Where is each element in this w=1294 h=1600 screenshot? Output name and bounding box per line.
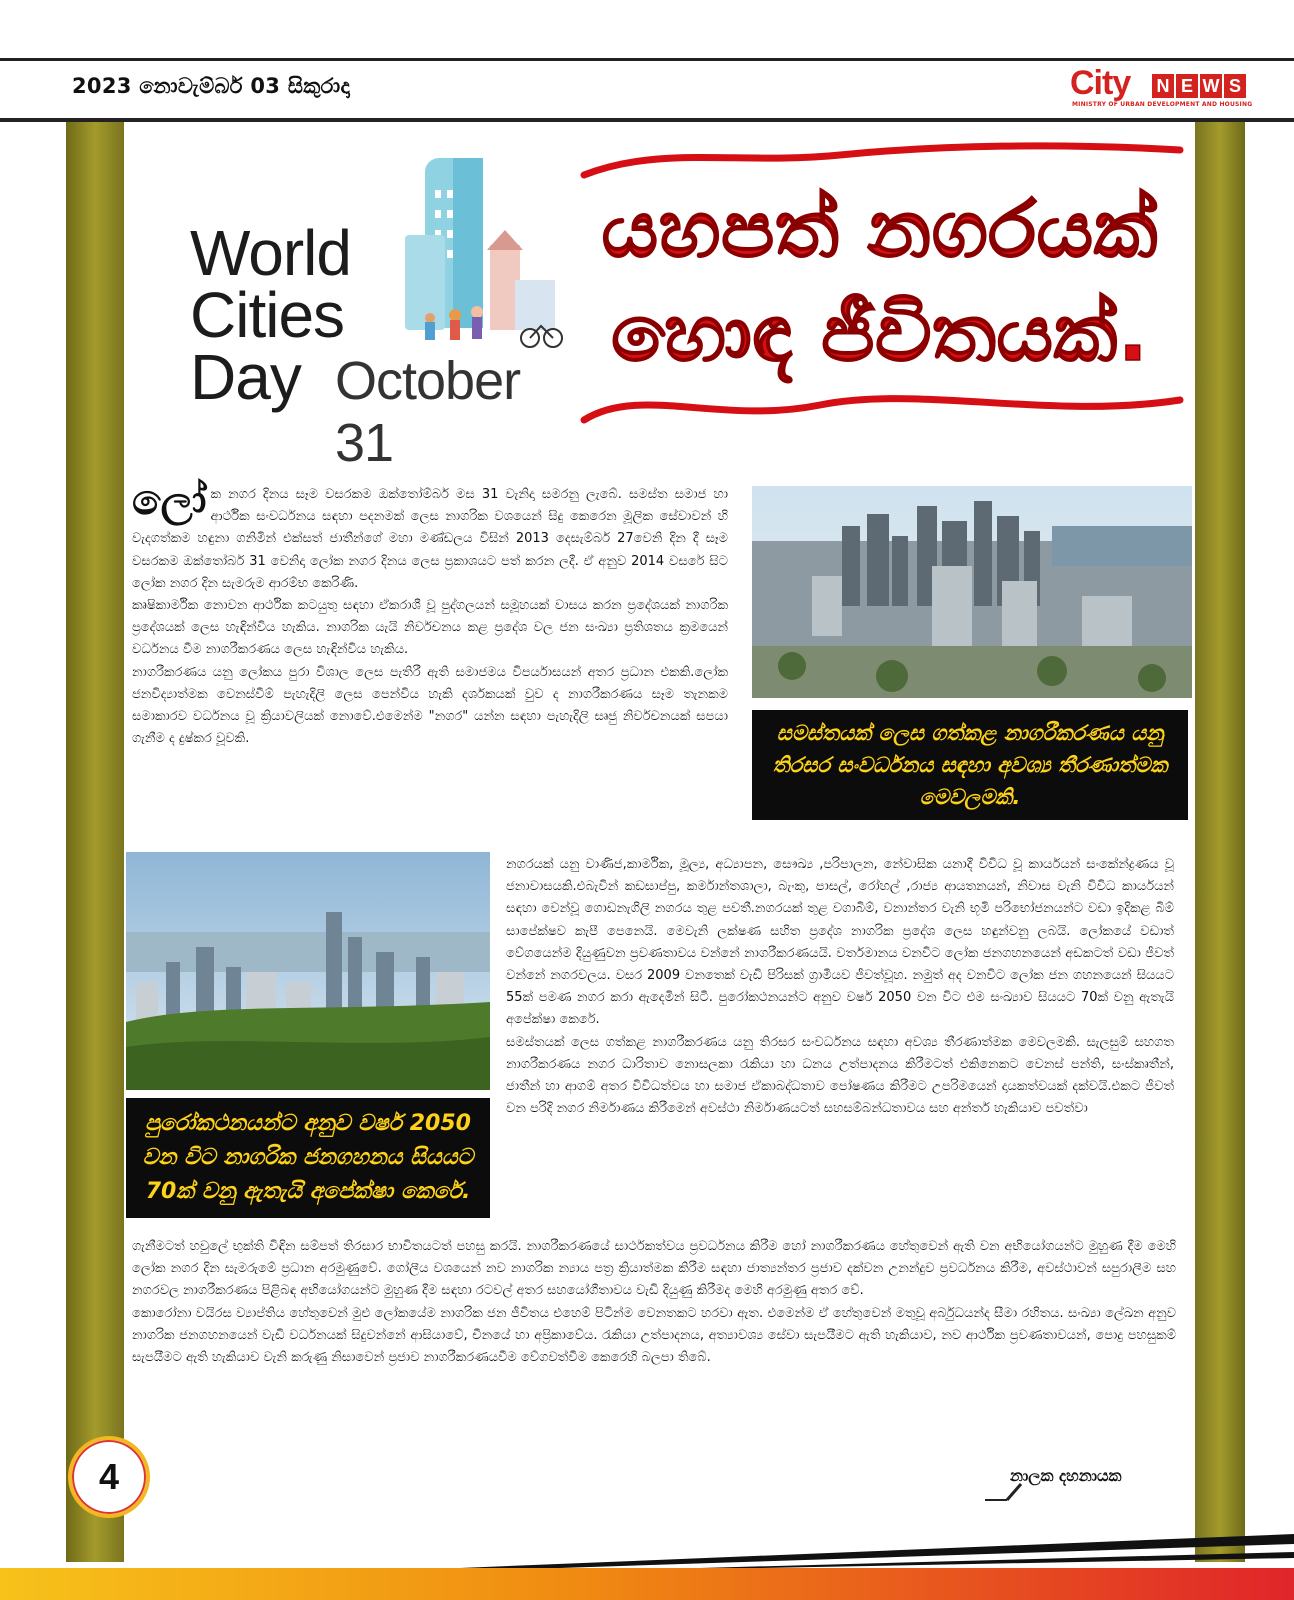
logo-city-text: City — [1070, 64, 1131, 102]
logo-subtitle: MINISTRY OF URBAN DEVELOPMENT AND HOUSING — [1072, 101, 1253, 108]
article-paragraph-4: නගරයක් යනු වාණිජ,කාර්මික, මූල්‍ය, අධ්‍යාපන, සෞඛ්‍ය ,පරිපාලන, නේවාසික යනාදී විවිධ වූ කාර්යයන් සංකේන්ද්‍රණය වූ ජනාවාසයකි.එබැවින් කඩසාප්පු, කර්මාන්තශාලා, බැංකු, පාසල්, රෝහල් ,රාජ්‍ය ආයතනයන්, නිවාස වැනි විවිධ කාර්යයන් සඳහා වෙන්වූ ගොඩනැගිලි නගරය තුළ පවතී.නගරයක් තුළ වගාබිම්, වනාන්තර වැනි භූමි පරිභෝජනයන්ට වඩා ඉදිකළ බිම් සාපේක්ෂව කැපී පෙනෙයි. මෙවැනි ලක්ෂණ සහිත ප්‍රදේශ නාගරික ප්‍රදේශ ලෙස හඳුන්වනු ලබයි. ලෝකයේ වඩාත් වේගයෙන්ම දියුණුවන ප්‍රවණතාවය වන්නේ නාගරීකරණයයි. වර්තමානය වනවිට ලෝක ජනගහනයෙන් අඩකටත් වඩා ජීවත් වන්නේ නගරවලය. වසර 2009 වනතෙක් වැඩි පිරිසක් ග්‍රාමීයව ජීවත්වූහ. නමුත් අද වනවිට ලෝක ජන ගහනයෙන් සියයට 55ක් පමණ නගර කරා ඇදෙමින් සිටී. පුරෝකථනයන්ට අනුව වර්ෂ 2050 වන විට එම සංඛ්‍යාව සියයට 70ක් වනු ඇතැයි අපේක්ෂා කෙරේ. — [506, 857, 1174, 1028]
city-skyline-photo — [752, 486, 1192, 698]
caption-left: පුරෝකථනයන්ට අනුව වර්ෂ 2050 වන විට නාගරික ජනගහනය සියයට 70ක් වනු ඇතැයි අපේක්ෂා කෙරේ. — [126, 1098, 490, 1218]
headline-line-2: හොඳ ජීවිතයක්. — [611, 289, 1149, 379]
article-paragraph-6: ගැනීමටත් හවුලේ භුක්ති විඳින සම්පත් තිරසාර භාවිතයටත් පහසු කරයි. නාගරීකරණයේ සාර්ථකත්වය ප්‍රවර්ධනය කිරීම හෝ නාගරීකරණය හේතුවෙන් ඇති වන අභියෝගයන්ට මුහුණ දීම මෙහි ලෝක නගර දින සැමරුමේ ප්‍රධාන අරමුණුවේ. ගෝලීය වශයෙන් නව නාගරික න්‍යාය පත්‍ර ක්‍රියාත්මක කිරීම සඳහා ජාත්‍යන්තර ප්‍රජාව දක්වන උනන්දුව ප්‍රවර්ධනය කිරීම, අවස්ථාවන් සපුරාලීම සහ නගරවල නාගරීකරණය පිළිබඳ අභියෝගයන්ට මුහුණ දීම සඳහා රටවල් අතර සහයෝගීතාවය වැඩි දියුණු කිරීමද මෙහි අරමුණු අතර වේ. — [132, 1239, 1176, 1299]
article-paragraph-1: ලෝක නගර දිනය සෑම වසරකම ඔක්තෝම්බර් මස 31 වැනිදා සමරනු ලැබේ. සමස්ත සමාජ හා ආර්ථික සංවර්ධනය සඳහා පදනමක් ලෙස නාගරික වශයෙන් සිදු කෙරෙන මූලික සේවාවන් හි වැදගත්කම හඳුනා ගනිමින් එක්සත් ජාතීන්ගේ මහා මණ්ඩලය විසින් 2013 දෙසැම්බර් 27වෙනි දින දී සෑම වසරකම ඔක්තෝබර් 31 වෙනිදා ලෝක නගර දිනය ලෙස ප්‍රකාශයට පත් කරන ලදී. ඒ අනුව 2014 වසරේ සිට ලෝක නගර දින සැමරුම ආරම්භ කෙරිණි. — [132, 475, 728, 591]
world-cities-day-wordmark — [190, 217, 580, 473]
logo-news-letter: N — [1152, 74, 1174, 98]
page-number: 4 — [68, 1436, 150, 1518]
city-news-logo — [1070, 64, 1253, 114]
right-olive-border — [1195, 122, 1245, 1562]
issue-date: 2023 නොවැම්බර් 03 සිකුරාදා — [72, 74, 351, 98]
drop-cap: ලෝ — [132, 475, 207, 524]
article-column-bottom — [132, 1236, 1176, 1369]
wordmark-world: World — [190, 217, 351, 289]
logo-news-letter: S — [1224, 74, 1246, 98]
wordmark-cities: Cities — [190, 279, 345, 351]
wordmark-day: Day — [190, 341, 301, 413]
logo-news-letter: E — [1176, 74, 1198, 98]
harbour-city-photo — [126, 852, 490, 1090]
footer-band — [0, 1530, 1294, 1600]
headline — [585, 178, 1175, 386]
caption-right: සමස්තයක් ලෙස ගත්කළ නාගරීකරණය යනු තිරසර සංවර්ධනය සඳහා අවශ්‍ය තීරණාත්මක මෙවලමකි. — [752, 710, 1188, 820]
logo-news-letter: W — [1200, 74, 1222, 98]
headline-line-1: යහපත් නගරයක් — [601, 185, 1159, 275]
article-paragraph-5: සමස්තයක් ලෙස ගත්කළ නාගරීකරණය යනු තිරසර සංවර්ධනය සඳහා අවශ්‍ය තීරණාත්මක මෙවලමකි. සැලසුම් සහගත නාගරීකරණය නගර ධාරිතාව නොසලකා රැකියා හා ධනය උත්පාදනය කිරීමටත් එකිනෙකට වෙනස් පන්ති, සංස්කෘතීන්, ජාතීන් හා ආගම් අතර විවිධත්වය හා සමාජ ඒකාබද්ධතාව පෝෂණය කිරීමට උපරිමයෙන් දායකත්වයක් දක්වයි.එකට ජීවත් වන පරිදි නගර නිර්මාණය කිරීමෙන් අවස්ථා නිර්මාණයටත් සහසම්බන්ධතාවය සහ අන්තර් හැකියාව පවත්වා — [506, 1034, 1174, 1117]
article-column-top — [132, 475, 728, 750]
article-column-right — [506, 854, 1174, 1120]
article-paragraph-7: කොරෝනා වයිරස ව්‍යාප්තිය හේතුවෙන් මුළු ලෝකයේම නාගරික ජන ජීවිතය එහෙම් පිටින්ම වෙනතකට හරවා ඇත. එමෙන්ම ඒ හේතුවෙන් මතුවූ අර්බුධයන්ද සීමා රහිතය. සංඛ්‍යා ලේඛන අනුව නාගරික ජනගහනයෙන් වැඩි වර්ධනයක් සිදුවන්නේ ආසියාවේ, චීනයේ හා අප්‍රිකාවේය. රැකියා උත්පාදනය, අත්‍යාවශ්‍ය සේවා සැපයීමට ඇති හැකියාව, නව ආර්ථික ප්‍රවණතාවයන්, පොදු පහසුකම් සැපයීමට ඇති හැකියාව වැනි කරුණු නිසාවෙන් ප්‍රජාව නාගරීකරණයවීම වේගවත්වීම කෙරෙහි බලපා තිබේ. — [132, 1305, 1176, 1366]
top-rule — [0, 58, 1294, 61]
wordmark-date: October 31 — [335, 351, 521, 473]
logo-news-boxes — [1152, 74, 1246, 98]
author-name: නාලක දහනායක — [1010, 1466, 1122, 1485]
left-olive-border — [66, 122, 124, 1562]
article-paragraph-2: කෘෂිකාර්මික නොවන ආර්ථික කටයුතු සඳහා ඒකරාශී වූ පුද්ගලයන් සමූහයක් වාසය කරන ප්‍රදේශයක් නාගරික ප්‍රදේශයක් ලෙස හැඳින්විය හැකිය. නාගරික යැයි නිර්වචනය කළ ප්‍රදේශ වල ජන සංඛ්‍යා ප්‍රතිශතය ක්‍රමයෙන් වර්ධනය වීම නාගරීකරණය ලෙස හැඳින්විය හැකිය. — [132, 598, 728, 658]
article-paragraph-3: නාගරීකරණය යනු ලෝකය පුරා විශාල ලෙස පැතිරී ඇති සමාජමය විපර්යාසයන් අතර ප්‍රධාන එකකි.ලෝක ජනවිද්‍යාත්මක වෙනස්වීම් පැහැදිලි ලෙස පෙන්විය හැකි දර්ශකයක් වුව ද නාගරීකරණය සෑම තැනකම සමාකාරව වර්ධනය වූ ක්‍රියාවලියක් නොවේ.එමෙන්ම "නගර" යන්න සඳහා පැහැදිලි සෘජු නිර්වචනයක් සපයා ගැනීම ද දුෂ්කර වූවකි. — [132, 664, 728, 747]
